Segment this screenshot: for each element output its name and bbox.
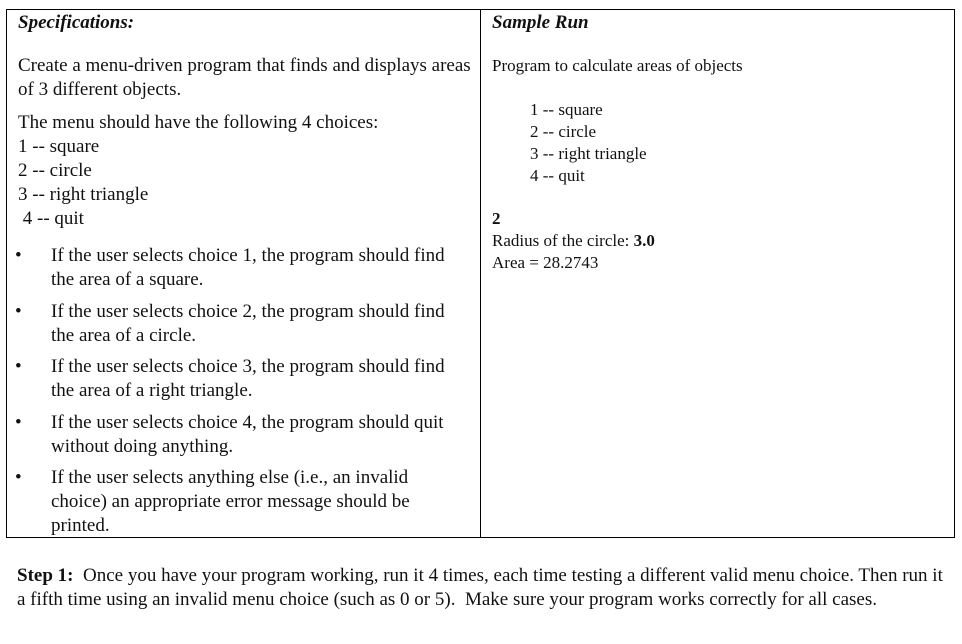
step-text: Once you have your program working, run it 4 times, each time testing a different valid menu choice. Then run it a fifth time using an invalid menu choice (such as 0 or 5). Make sure your program works correctly for all cases. xyxy=(17,565,948,610)
step-label: Step 1: xyxy=(17,565,74,586)
sample-run-title: Program to calculate areas of objects xyxy=(492,56,743,75)
bullet-item: If the user selects choice 1, the program should find the area of a square. xyxy=(51,245,445,290)
radius-prompt: Radius of the circle: xyxy=(492,231,634,250)
radius-value: 3.0 xyxy=(633,231,655,250)
bullet-item: If the user selects choice 2, the program should find the area of a circle. xyxy=(51,301,445,346)
bullet-icon: • xyxy=(15,301,22,322)
bullet-item: If the user selects choice 3, the program should find the area of a right triangle. xyxy=(51,356,445,401)
user-input-choice: 2 xyxy=(492,209,501,228)
bullet-icon: • xyxy=(15,467,22,488)
spec-menu-item: 4 -- quit xyxy=(18,208,84,229)
bullet-item: If the user selects anything else (i.e., an invalid choice) an appropriate error message should be printed. xyxy=(51,467,410,536)
column-divider xyxy=(480,10,481,537)
menu-intro: The menu should have the following 4 choices: xyxy=(18,112,379,133)
spec-menu-item: 3 -- right triangle xyxy=(18,184,149,205)
bullet-item: If the user selects choice 4, the program should quit without doing anything. xyxy=(51,412,444,457)
run-menu-item: 2 -- circle xyxy=(530,122,597,141)
bullet-icon: • xyxy=(15,356,22,377)
spec-menu-item: 1 -- square xyxy=(18,136,100,157)
run-menu-item: 3 -- right triangle xyxy=(530,144,647,163)
assignment-table xyxy=(6,9,955,538)
step-paragraph xyxy=(17,564,952,612)
radius-line xyxy=(492,230,655,252)
run-menu-item: 1 -- square xyxy=(530,100,603,119)
specifications-heading: Specifications: xyxy=(18,12,135,33)
area-result: Area = 28.2743 xyxy=(492,253,599,272)
spec-menu-item: 2 -- circle xyxy=(18,160,92,181)
bullet-icon: • xyxy=(15,412,22,433)
sample-run-heading: Sample Run xyxy=(492,12,589,33)
bullet-icon: • xyxy=(15,245,22,266)
specifications-intro: Create a menu-driven program that finds and displays areas of 3 different objects. xyxy=(18,55,471,100)
run-menu-item: 4 -- quit xyxy=(530,166,585,185)
